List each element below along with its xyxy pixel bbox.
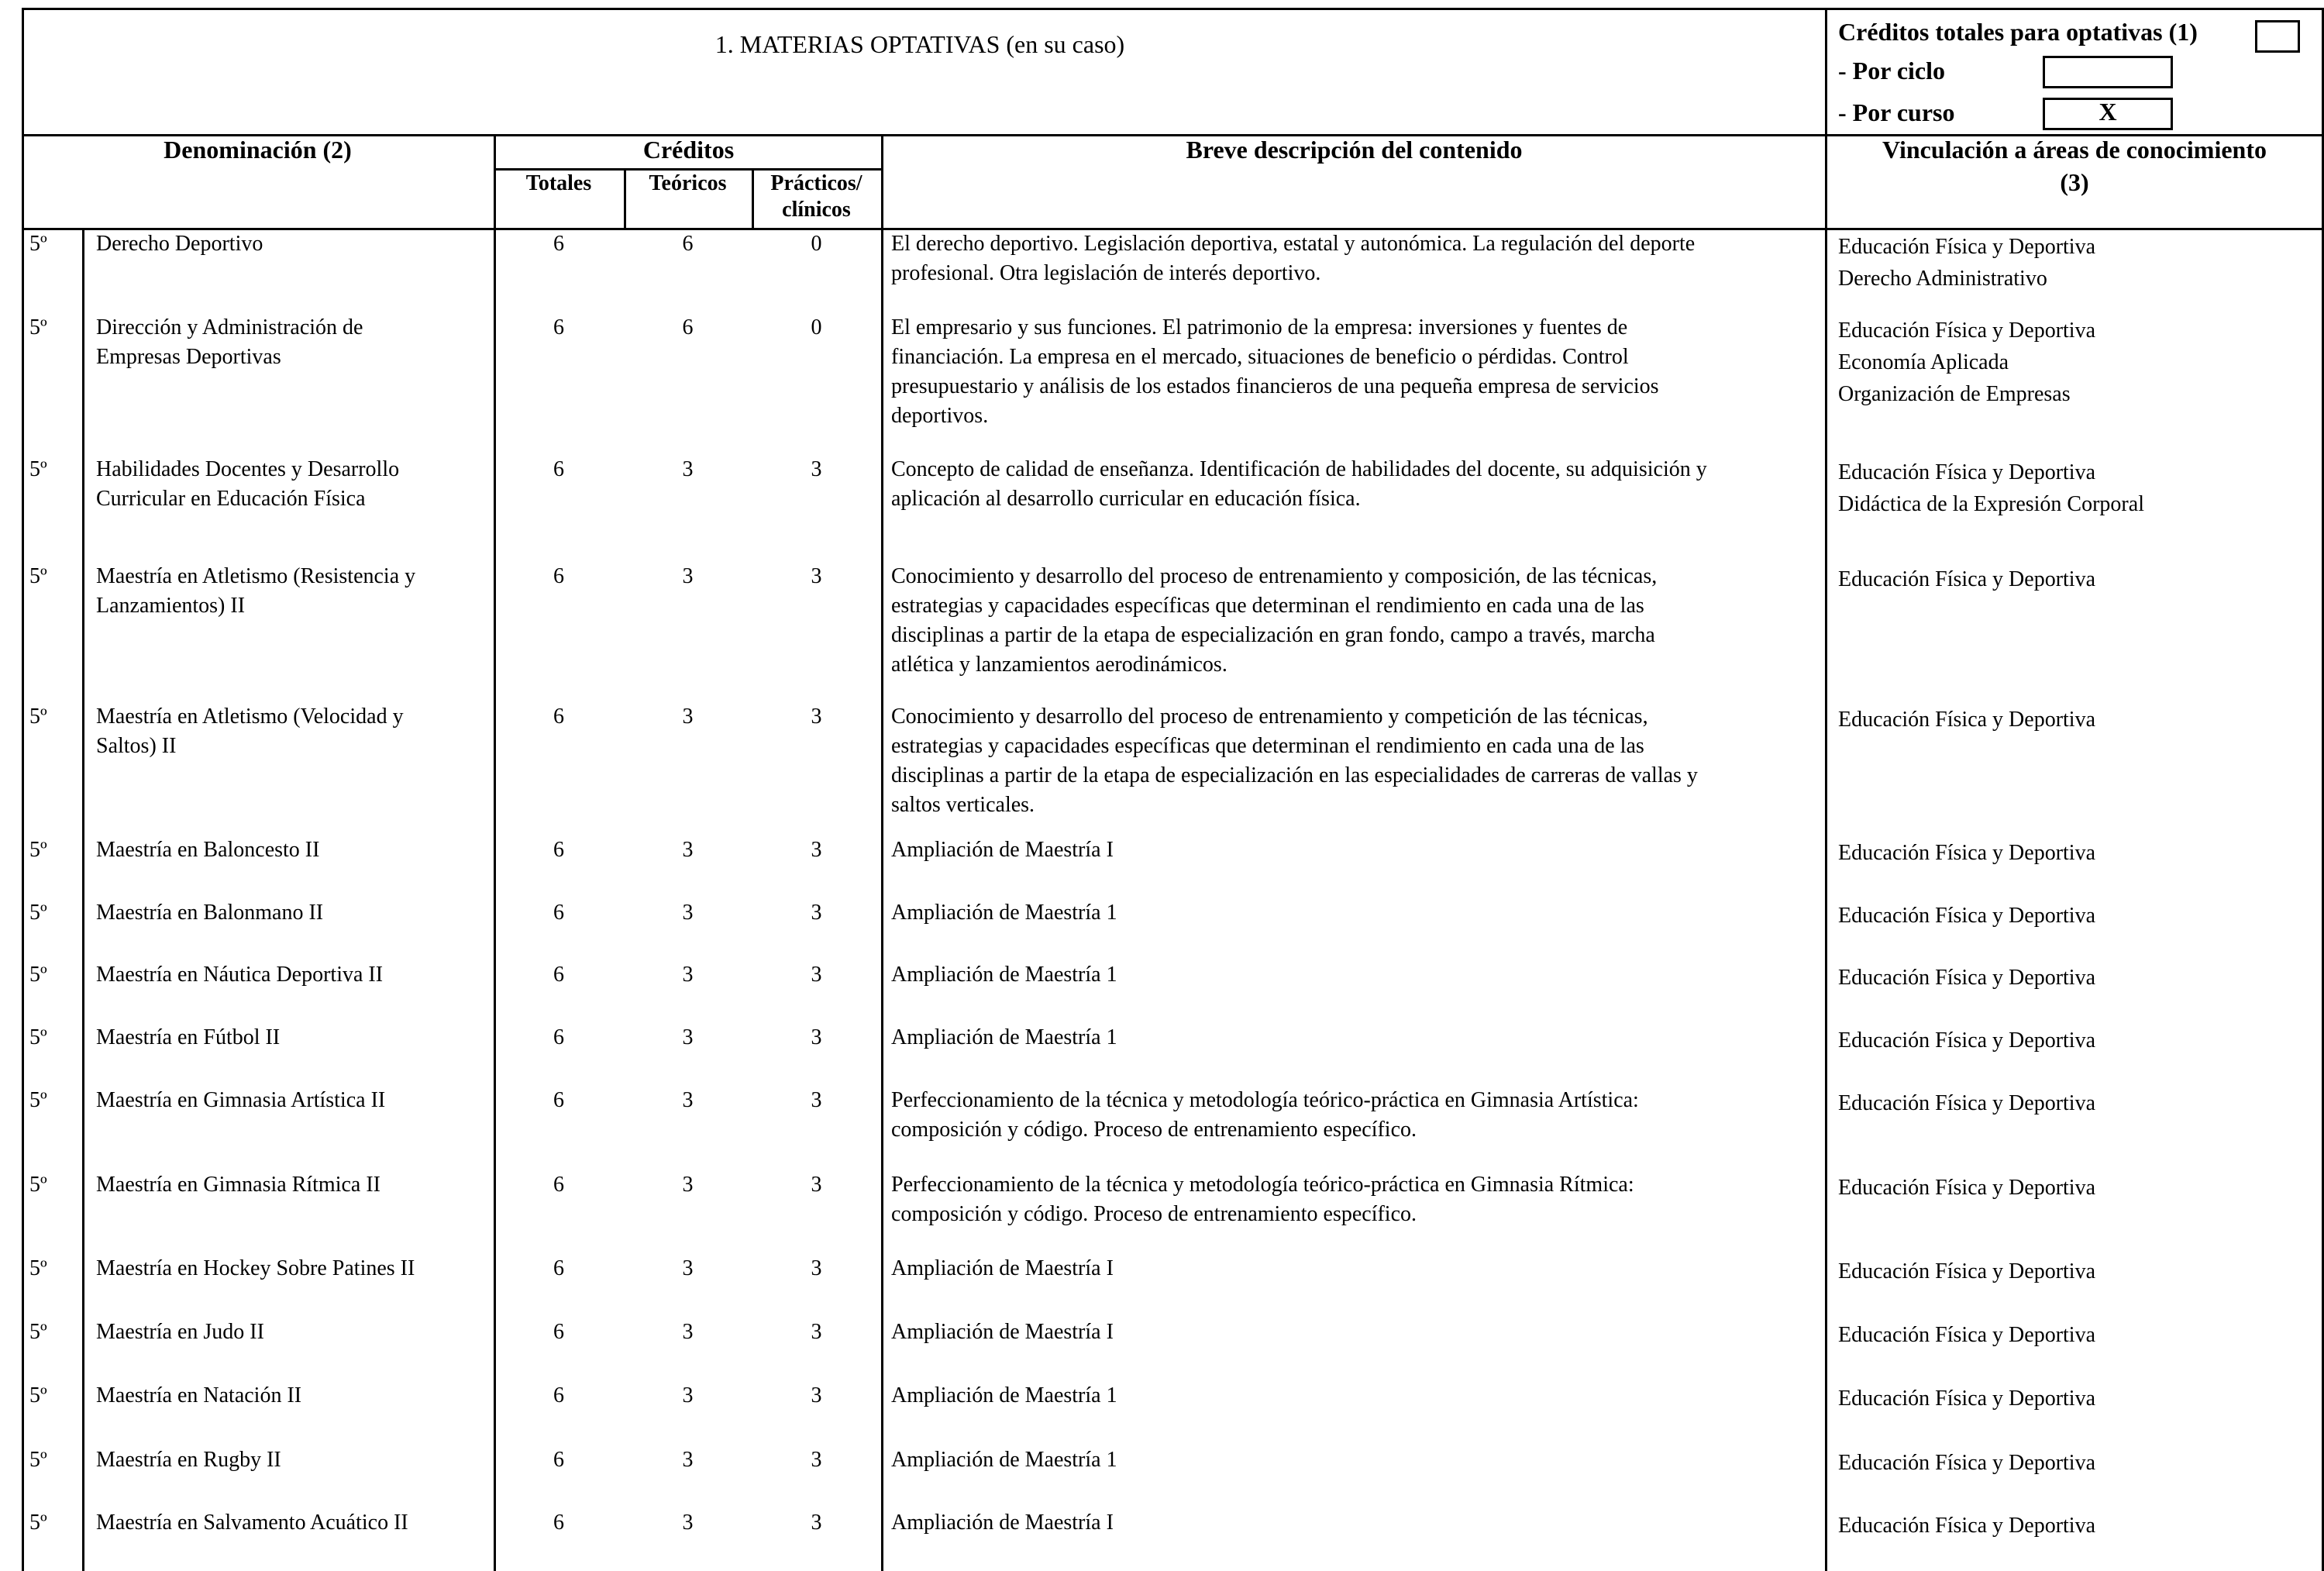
row-totales: 6	[553, 1511, 564, 1535]
row-descripcion: composición y código. Proceso de entrenamiento específico.	[891, 1202, 1417, 1226]
row-practicos: 3	[811, 457, 822, 481]
row-practicos: 3	[811, 1256, 822, 1280]
row-curso: 5º	[29, 838, 47, 862]
col-vinculacion: Vinculación a áreas de conocimiento	[1882, 136, 2267, 164]
row-area: Educación Física y Deportiva	[1838, 1091, 2096, 1115]
row-descripcion: Ampliación de Maestría 1	[891, 901, 1117, 925]
creditos-divider	[881, 134, 883, 1571]
row-practicos: 3	[811, 1320, 822, 1344]
row-denominacion: Maestría en Atletismo (Velocidad y	[96, 705, 404, 729]
row-denominacion: Dirección y Administración de	[96, 315, 363, 339]
row-descripcion: profesional. Otra legislación de interés deportivo.	[891, 261, 1321, 285]
col-practicos: Prácticos/	[770, 171, 862, 195]
row-area: Educación Física y Deportiva	[1838, 904, 2096, 928]
row-denominacion: Empresas Deportivas	[96, 345, 281, 369]
row-totales: 6	[553, 1448, 564, 1472]
por-curso-mark: X	[2098, 98, 2117, 126]
row-teoricos: 3	[682, 838, 694, 862]
row-area: Educación Física y Deportiva	[1838, 1259, 2096, 1283]
row-totales: 6	[553, 564, 564, 588]
row-curso: 5º	[29, 963, 47, 987]
row-denominacion: Maestría en Judo II	[96, 1320, 264, 1344]
row-teoricos: 6	[682, 315, 694, 339]
row-denominacion: Maestría en Gimnasia Artística II	[96, 1088, 386, 1112]
por-ciclo-label: - Por ciclo	[1838, 57, 1946, 84]
row-descripcion: presupuestario y análisis de los estados financieros de una pequeña empresa de servicios	[891, 374, 1659, 398]
row-denominacion: Maestría en Gimnasia Rítmica II	[96, 1173, 380, 1197]
row-practicos: 3	[811, 564, 822, 588]
row-area: Organización de Empresas	[1838, 382, 2071, 406]
row-descripcion: Ampliación de Maestría 1	[891, 1448, 1117, 1472]
row-descripcion: Conocimiento y desarrollo del proceso de entrenamiento y composición, de las técnicas,	[891, 564, 1658, 588]
row-denominacion: Maestría en Hockey Sobre Patines II	[96, 1256, 415, 1280]
row-teoricos: 3	[682, 457, 694, 481]
row-practicos: 0	[811, 232, 822, 256]
row-totales: 6	[553, 901, 564, 925]
row-descripcion: Ampliación de Maestría I	[891, 1256, 1114, 1280]
row-denominacion: Maestría en Atletismo (Resistencia y	[96, 564, 416, 588]
row-area: Educación Física y Deportiva	[1838, 1451, 2096, 1475]
row-curso: 5º	[29, 901, 47, 925]
row-descripcion: Concepto de calidad de enseñanza. Identificación de habilidades del docente, su adquisición y	[891, 457, 1707, 481]
row-totales: 6	[553, 457, 564, 481]
row-descripcion: composición y código. Proceso de entrenamiento específico.	[891, 1118, 1417, 1142]
row-teoricos: 3	[682, 1088, 694, 1112]
row-curso: 5º	[29, 232, 47, 256]
row-practicos: 3	[811, 705, 822, 729]
row-area: Educación Física y Deportiva	[1838, 319, 2096, 343]
row-descripcion: El derecho deportivo. Legislación deportiva, estatal y autonómica. La regulación del deporte	[891, 232, 1696, 256]
row-descripcion: Ampliación de Maestría 1	[891, 1025, 1117, 1049]
row-descripcion: atlética y lanzamientos aerodinámicos.	[891, 653, 1227, 677]
descripcion-divider	[1825, 8, 1827, 1571]
por-curso-box	[2043, 98, 2173, 130]
row-curso: 5º	[29, 1088, 47, 1112]
row-area: Educación Física y Deportiva	[1838, 841, 2096, 865]
row-area: Educación Física y Deportiva	[1838, 966, 2096, 990]
row-denominacion: Maestría en Baloncesto II	[96, 838, 320, 862]
row-area: Educación Física y Deportiva	[1838, 708, 2096, 732]
col-totales: Totales	[525, 171, 592, 195]
row-totales: 6	[553, 1088, 564, 1112]
row-teoricos: 3	[682, 1173, 694, 1197]
row-totales: 6	[553, 1173, 564, 1197]
row-area: Economía Aplicada	[1838, 350, 2009, 374]
row-practicos: 0	[811, 315, 822, 339]
row-denominacion: Saltos) II	[96, 734, 177, 758]
row-totales: 6	[553, 1383, 564, 1407]
row-descripcion: Ampliación de Maestría 1	[891, 963, 1117, 987]
row-curso: 5º	[29, 1448, 47, 1472]
row-denominacion: Derecho Deportivo	[96, 232, 263, 256]
table-top-border	[22, 8, 2324, 10]
row-denominacion: Habilidades Docentes y Desarrollo	[96, 457, 400, 481]
row-totales: 6	[553, 1025, 564, 1049]
row-denominacion: Maestría en Balonmano II	[96, 901, 324, 925]
col-descripcion: Breve descripción del contenido	[1186, 136, 1523, 164]
row-practicos: 3	[811, 838, 822, 862]
row-denominacion: Lanzamientos) II	[96, 594, 246, 618]
row-descripcion: Perfeccionamiento de la técnica y metodología teórico-práctica en Gimnasia Artística:	[891, 1088, 1639, 1112]
row-descripcion: Perfeccionamiento de la técnica y metodología teórico-práctica en Gimnasia Rítmica:	[891, 1173, 1634, 1197]
row-totales: 6	[553, 315, 564, 339]
row-descripcion: disciplinas a partir de la etapa de especialización en las especialidades de carreras de vallas y	[891, 763, 1698, 787]
por-curso-label: - Por curso	[1838, 98, 1955, 126]
row-area: Educación Física y Deportiva	[1838, 1387, 2096, 1411]
col-vinculacion-ref: (3)	[2060, 168, 2089, 196]
row-totales: 6	[553, 705, 564, 729]
row-practicos: 3	[811, 1511, 822, 1535]
row-teoricos: 3	[682, 1320, 694, 1344]
row-area: Educación Física y Deportiva	[1838, 1514, 2096, 1538]
row-descripcion: Ampliación de Maestría I	[891, 1320, 1114, 1344]
row-teoricos: 3	[682, 1256, 694, 1280]
row-area: Educación Física y Deportiva	[1838, 567, 2096, 591]
row-totales: 6	[553, 232, 564, 256]
row-totales: 6	[553, 838, 564, 862]
row-descripcion: aplicación al desarrollo curricular en educación física.	[891, 487, 1361, 511]
row-descripcion: financiación. La empresa en el mercado, situaciones de beneficio o pérdidas. Control	[891, 345, 1629, 369]
row-curso: 5º	[29, 1025, 47, 1049]
row-area: Educación Física y Deportiva	[1838, 460, 2096, 484]
row-descripcion: Conocimiento y desarrollo del proceso de entrenamiento y competición de las técnicas,	[891, 705, 1648, 729]
row-teoricos: 3	[682, 901, 694, 925]
row-teoricos: 3	[682, 1511, 694, 1535]
row-curso: 5º	[29, 564, 47, 588]
row-practicos: 3	[811, 1088, 822, 1112]
row-area: Derecho Administrativo	[1838, 267, 2047, 291]
row-teoricos: 3	[682, 1448, 694, 1472]
row-denominacion: Maestría en Salvamento Acuático II	[96, 1511, 408, 1535]
row-area: Didáctica de la Expresión Corporal	[1838, 492, 2144, 516]
col-clinicos: clínicos	[782, 198, 851, 222]
por-ciclo-box	[2043, 56, 2173, 88]
row-curso: 5º	[29, 705, 47, 729]
row-teoricos: 3	[682, 1383, 694, 1407]
curso-divider	[82, 228, 84, 1571]
row-descripcion: saltos verticales.	[891, 793, 1035, 817]
row-practicos: 3	[811, 963, 822, 987]
row-practicos: 3	[811, 1448, 822, 1472]
row-curso: 5º	[29, 315, 47, 339]
row-curso: 5º	[29, 457, 47, 481]
creditos-totales-box	[2255, 20, 2300, 53]
col-creditos: Créditos	[642, 136, 735, 164]
row-practicos: 3	[811, 1383, 822, 1407]
row-descripcion: deportivos.	[891, 404, 989, 428]
row-curso: 5º	[29, 1383, 47, 1407]
section-title: 1. MATERIAS OPTATIVAS (en su caso)	[714, 30, 1125, 58]
row-area: Educación Física y Deportiva	[1838, 1323, 2096, 1347]
row-denominacion: Maestría en Natación II	[96, 1383, 302, 1407]
table-left-border	[22, 8, 24, 1571]
row-practicos: 3	[811, 901, 822, 925]
col-denominacion: Denominación (2)	[164, 136, 352, 164]
row-teoricos: 3	[682, 1025, 694, 1049]
row-area: Educación Física y Deportiva	[1838, 1176, 2096, 1200]
row-curso: 5º	[29, 1320, 47, 1344]
row-descripcion: estrategias y capacidades específicas que determinan el rendimiento en cada una de las	[891, 734, 1644, 758]
col-teoricos: Teóricos	[649, 171, 727, 195]
row-descripcion: Ampliación de Maestría I	[891, 1511, 1114, 1535]
row-totales: 6	[553, 1256, 564, 1280]
row-practicos: 3	[811, 1173, 822, 1197]
row-denominacion: Maestría en Náutica Deportiva II	[96, 963, 384, 987]
row-descripcion: Ampliación de Maestría I	[891, 838, 1114, 862]
row-curso: 5º	[29, 1256, 47, 1280]
row-area: Educación Física y Deportiva	[1838, 1028, 2096, 1053]
row-curso: 5º	[29, 1511, 47, 1535]
row-denominacion: Maestría en Fútbol II	[96, 1025, 281, 1049]
row-area: Educación Física y Deportiva	[1838, 235, 2096, 259]
row-practicos: 3	[811, 1025, 822, 1049]
row-totales: 6	[553, 963, 564, 987]
row-descripcion: disciplinas a partir de la etapa de especialización en gran fondo, campo a través, marcha	[891, 623, 1655, 647]
row-teoricos: 3	[682, 705, 694, 729]
row-teoricos: 3	[682, 564, 694, 588]
row-descripcion: Ampliación de Maestría 1	[891, 1383, 1117, 1407]
row-descripcion: estrategias y capacidades específicas que determinan el rendimiento en cada una de las	[891, 594, 1644, 618]
row-curso: 5º	[29, 1173, 47, 1197]
row-teoricos: 3	[682, 963, 694, 987]
row-denominacion: Curricular en Educación Física	[96, 487, 366, 511]
creditos-totales-label: Créditos totales para optativas (1)	[1838, 18, 2198, 46]
row-teoricos: 6	[682, 232, 694, 256]
row-denominacion: Maestría en Rugby II	[96, 1448, 281, 1472]
row-totales: 6	[553, 1320, 564, 1344]
row-descripcion: El empresario y sus funciones. El patrimonio de la empresa: inversiones y fuentes de	[891, 315, 1628, 339]
